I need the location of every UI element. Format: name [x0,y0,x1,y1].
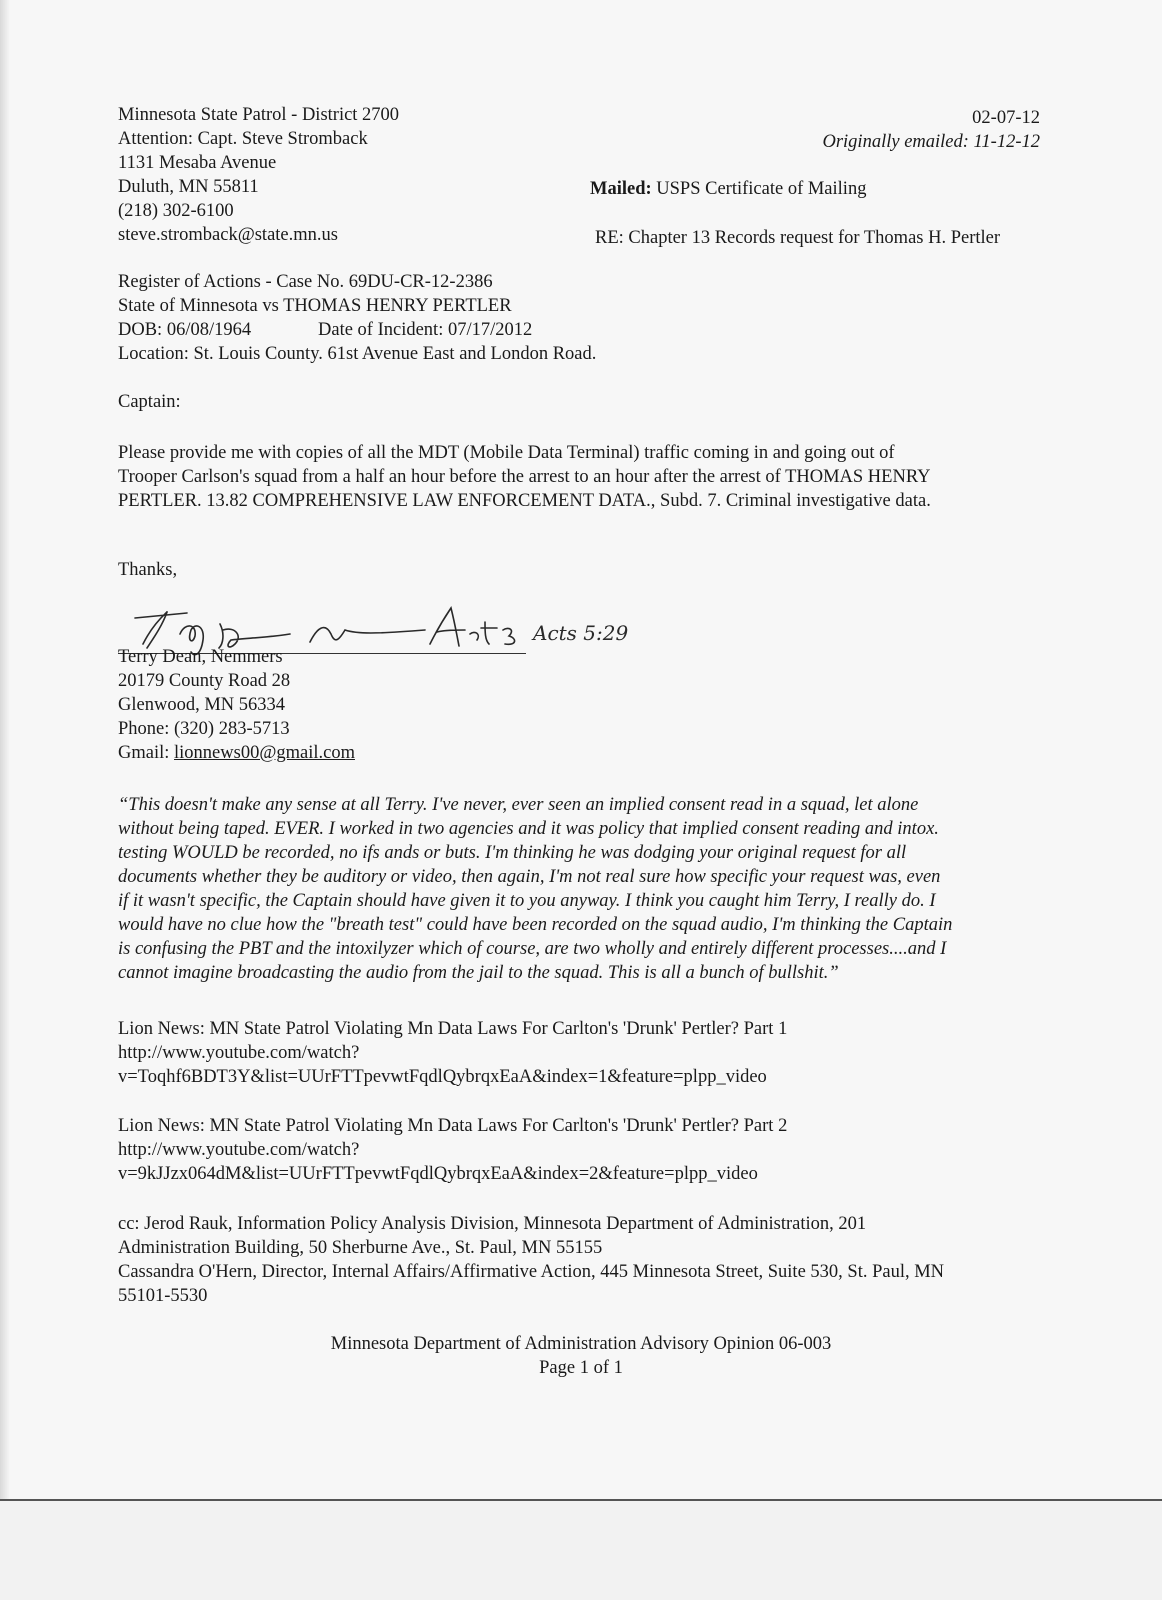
sender-gmail-line [118,741,355,765]
gmail-label: Gmail: [118,743,170,763]
footer-page-number: Page 1 of 1 [539,1358,623,1378]
quote-line: is confusing the PBT and the intoxilyzer which of course, are two wholly and entirely different processes....and I [118,939,947,959]
recipient-email: steve.stromback@state.mn.us [118,225,338,245]
quote-line: testing WOULD be recorded, no ifs ands or buts. I'm thinking he was dodging your original request for all [118,843,907,863]
body-line: Trooper Carlson's squad from a half an hour before the arrest to an hour after the arrest of THOMAS HENRY [118,467,931,487]
cc-line: 55101-5530 [118,1286,208,1306]
letter-date: 02-07-12 [972,108,1040,128]
link-url-part2-query[interactable]: v=9kJJzx064dM&list=UUrFTTpevwtFqdlQybrqxEaA&index=2&feature=plpp_video [118,1164,758,1184]
link-url-part1[interactable]: http://www.youtube.com/watch? [118,1043,360,1063]
link-url-part2[interactable]: http://www.youtube.com/watch? [118,1140,360,1160]
re-line: RE: Chapter 13 Records request for Thomas H. Pertler [595,228,1001,248]
salutation: Captain: [118,392,181,412]
cc-line: cc: Jerod Rauk, Information Policy Analysis Division, Minnesota Department of Administration, 201 [118,1214,867,1234]
recipient-city: Duluth, MN 55811 [118,177,259,197]
mailed-line [590,177,866,201]
footer-opinion: Minnesota Department of Administration Advisory Opinion 06-003 [330,1334,832,1354]
quote-line: “This doesn't make any sense at all Terry. I've never, ever seen an implied consent read in a squad, let alone [118,795,919,815]
quote-line: cannot imagine broadcasting the audio from the jail to the squad. This is all a bunch of bullshit.” [118,963,839,983]
signature-verse: Acts 5:29 [533,621,629,645]
quote-line: without being taped. EVER. I worked in two agencies and it was policy that implied consent reading and intox. [118,819,939,839]
case-incident: Date of Incident: 07/17/2012 [318,320,533,340]
scan-edge [0,1499,1162,1501]
recipient-street: 1131 Mesaba Avenue [118,153,277,173]
case-parties: State of Minnesota vs THOMAS HENRY PERTLER [118,296,512,316]
quote-line: documents whether they be auditory or video, then again, I'm not real sure how specific your request was, even [118,867,941,887]
link-title-part2: Lion News: MN State Patrol Violating Mn Data Laws For Carlton's 'Drunk' Pertler? Part 2 [118,1116,788,1136]
case-register: Register of Actions - Case No. 69DU-CR-12-2386 [118,272,493,292]
quote-line: if it wasn't specific, the Captain should have given it to you anyway. I think you caught him Terry, I really do. I [118,891,936,911]
originally-emailed: Originally emailed: 11-12-12 [822,132,1040,152]
link-title-part1: Lion News: MN State Patrol Violating Mn Data Laws For Carlton's 'Drunk' Pertler? Part 1 [118,1019,788,1039]
sender-city: Glenwood, MN 56334 [118,695,286,715]
closing: Thanks, [118,560,178,580]
recipient-phone: (218) 302-6100 [118,201,234,221]
body-line: Please provide me with copies of all the MDT (Mobile Data Terminal) traffic coming in and going out of [118,443,895,463]
case-dob: DOB: 06/08/1964 [118,320,252,340]
link-url-part1-query[interactable]: v=Toqhf6BDT3Y&list=UUrFTTpevwtFqdlQybrqxEaA&index=1&feature=plpp_video [118,1067,767,1087]
mailed-label: Mailed: [590,179,652,199]
quote-line: would have no clue how the "breath test" could have been recorded on the squad audio, I'm thinking the Captain [118,915,953,935]
sender-name: Terry Dean, Nemmers [118,647,283,667]
recipient-attention: Attention: Capt. Steve Stromback [118,129,368,149]
recipient-org: Minnesota State Patrol - District 2700 [118,105,400,125]
case-location: Location: St. Louis County. 61st Avenue East and London Road. [118,344,597,364]
body-line: PERTLER. 13.82 COMPREHENSIVE LAW ENFORCEMENT DATA., Subd. 7. Criminal investigative data. [118,491,931,511]
sender-street: 20179 County Road 28 [118,671,291,691]
mailed-value: USPS Certificate of Mailing [656,179,867,199]
cc-line: Administration Building, 50 Sherburne Ave., St. Paul, MN 55155 [118,1238,603,1258]
cc-line: Cassandra O'Hern, Director, Internal Affairs/Affirmative Action, 445 Minnesota Street, Suite 530, St. Paul, MN [118,1262,945,1282]
gmail-link[interactable]: lionnews00@gmail.com [174,743,355,763]
sender-phone: Phone: (320) 283-5713 [118,719,290,739]
scan-shadow [0,0,10,1500]
